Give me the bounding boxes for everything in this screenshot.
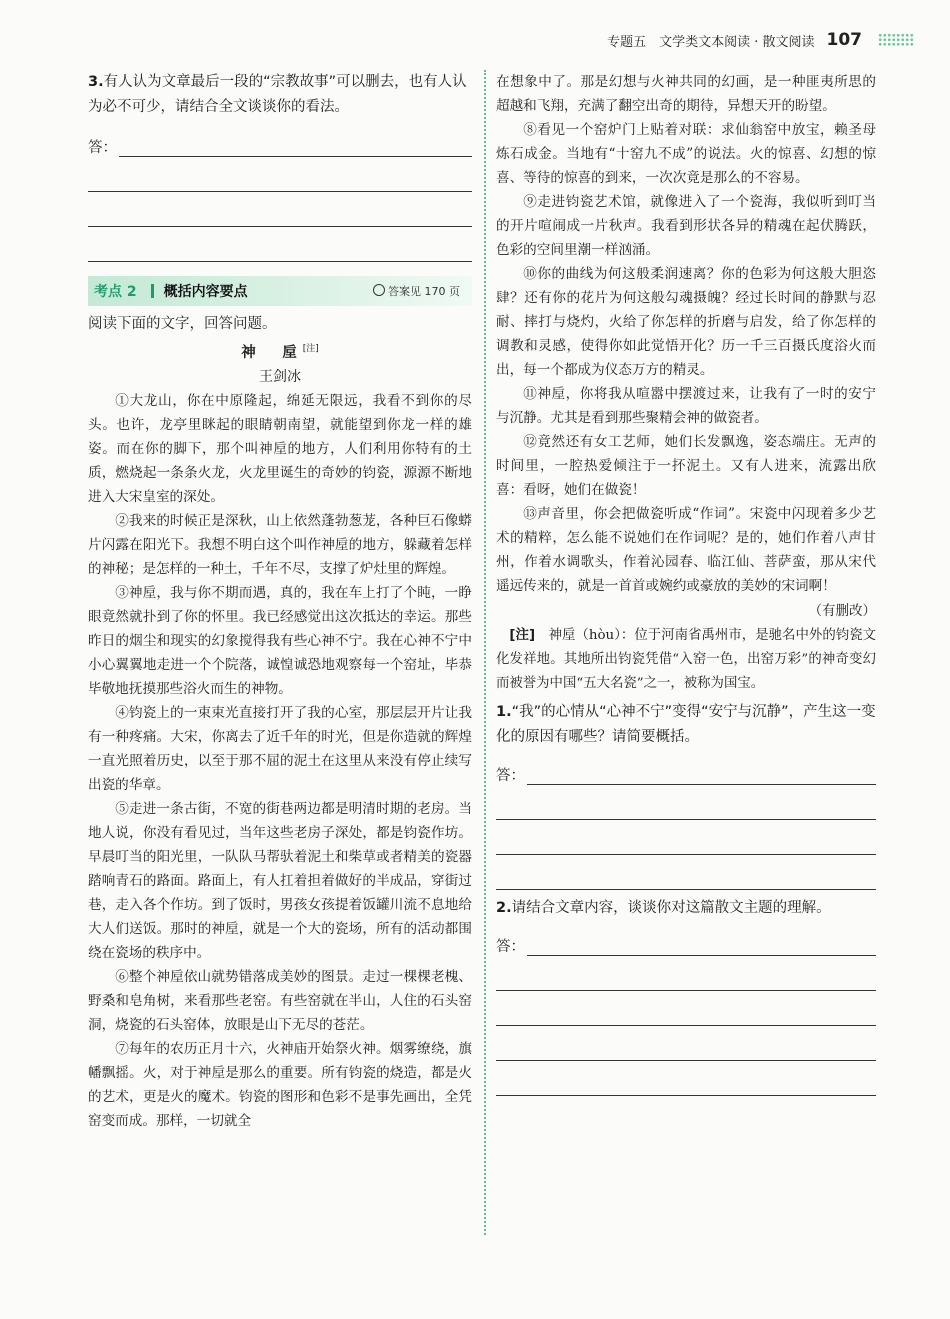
answer-blank[interactable] — [496, 991, 876, 1026]
answer-blank[interactable] — [496, 785, 876, 820]
answer-line[interactable] — [88, 134, 472, 157]
question-1 — [496, 700, 876, 750]
page-header — [607, 30, 914, 50]
answer-label: 答： — [496, 939, 525, 955]
answer-blank[interactable] — [496, 956, 876, 991]
answer-blank[interactable] — [496, 1026, 876, 1061]
question-text: 请结合文章内容，谈谈你对这篇散文主题的理解。 — [511, 900, 831, 916]
paragraph: ⑤走进一条古街，不宽的街巷两边都是明清时期的老房。当地人说，你没有看见过，当年这些老房子深处，都是钧瓷作坊。早晨叮当的阳光里，一队队马帮驮着泥土和柴草或者精美的瓷器踏响青石的路面。路面上，有人扛着担着做好的半成品，穿街过巷，走入各个作坊。到了饭时，男孩女孩提着饭罐川流不息地给大人们送饭。那时的神垕，就是一个大的瓷场，所有的活动都围绕在瓷场的秩序中。 — [88, 800, 472, 961]
paragraph: ②我来的时候正是深秋，山上依然蓬勃葱茏，各种巨石像蟒片闪露在阳光下。我想不明白这个叫作神垕的地方，躲藏着怎样的神秘；是怎样的一种土，千年不尽，支撑了炉灶里的辉煌。 — [88, 512, 472, 577]
topic-tag: 考点 2 — [94, 284, 137, 300]
paragraph: ⑫竟然还有女工艺师，她们长发飘逸，姿态端庄。无声的时间里，一腔热爱倾注于一抔泥土。又有人进来，流露出欣喜：看呀，她们在做瓷！ — [496, 434, 876, 498]
paragraph: ③神垕，我与你不期而遇，真的，我在车上打了个盹，一睁眼竟然就扑到了你的怀里。我已经感觉出这次抵达的幸运。那些昨日的烟尘和现实的幻象搅得我有些心神不宁。我在心神不宁中小心翼翼地走进一个个院落，诚惶诚恐地观察每一个窑址，毕恭毕敬地抚摸那些浴火而生的神物。 — [88, 584, 472, 697]
paragraph: ⑨走进钧瓷艺术馆，就像进入了一个瓷海，我似听到叮当的开片喧闹成一片秋声。我看到形状各异的精魂在起伏腾跃，色彩的空间里潮一样汹涌。 — [496, 194, 876, 258]
question-2 — [496, 896, 876, 921]
article-title-text: 神 垕 — [241, 344, 303, 361]
answer-blank[interactable] — [88, 227, 472, 262]
paragraph: ①大龙山，你在中原隆起，绵延无限远，我看不到你的尽头。也许，龙亭里眯起的眼睛朝南望，就能望到你龙一样的雄姿。而在你的脚下，那个叫神垕的地方，人们利用你特有的土质，燃烧起一条条火龙，火龙里诞生的奇妙的钧瓷，源源不断地进入大宋皇室的深处。 — [88, 392, 472, 505]
answer-blank[interactable] — [527, 933, 876, 956]
answer-label: 答： — [496, 768, 525, 784]
answer-reference — [373, 283, 472, 299]
answer-blank[interactable] — [119, 134, 472, 157]
question-number: 3. — [88, 74, 104, 90]
answer-blank[interactable] — [88, 192, 472, 227]
paragraph: ④钧瓷上的一束束光直接打开了我的心室，那层层开片让我有一种疼痛。大宋，你离去了近千年的时光，但是你造就的辉煌一直光照着历史，以至于那不屈的泥土在这里从来没有停止续写出瓷的华章。 — [88, 704, 472, 793]
paragraph: ⑧看见一个窑炉门上贴着对联：求仙翁窑中放宝，赖圣母炼石成金。当地有“十窑九不成”的说法。火的惊喜、幻想的惊喜、等待的惊喜的到来，一次次竟是那么的不容易。 — [496, 122, 876, 186]
footnote — [496, 624, 876, 696]
topic-banner — [88, 276, 472, 306]
question-3 — [88, 70, 472, 120]
decorative-dots — [878, 33, 914, 47]
section-title: 专题五 文学类文本阅读 · 散文阅读 — [607, 34, 815, 50]
paragraph: 在想象中了。那是幻想与火神共同的幻画，是一种匪夷所思的超越和飞翔，充满了翻空出奇的期待，异想天开的盼望。 — [496, 74, 876, 114]
answer-label: 答： — [88, 140, 117, 156]
paragraph: ⑬声音里，你会把做瓷听成“作词”。宋瓷中闪现着多少艺术的精粹，怎么能不说她们在作词呢？是的，她们作着八声甘州，作着水调歌头，作着沁园春、临江仙、菩萨蛮，那从宋代遥远传来的，就是一首首或婉约或豪放的美妙的宋词啊！ — [496, 506, 876, 594]
paragraph: ⑥整个神垕依山就势错落成美妙的图景。走过一棵棵老槐、野桑和皂角树，来看那些老窑。有些窑就在半山，人住的石头窑洞，烧瓷的石头窑体，放眼是山下无尽的苍茫。 — [88, 968, 472, 1033]
answer-line[interactable] — [496, 762, 876, 785]
footnote-label: [注] — [509, 628, 536, 643]
answer-blank[interactable] — [496, 1061, 876, 1096]
page-number: 107 — [826, 30, 862, 50]
right-column — [496, 70, 876, 1096]
answer-reference-text: 答案见 170 页 — [388, 285, 460, 298]
question-number: 2. — [496, 900, 512, 916]
question-text: 有人认为文章最后一段的“宗教故事”可以删去，也有人认为必不可少，请结合全文谈谈你的看法。 — [88, 74, 467, 115]
footnote-text: 神垕（hòu）：位于河南省禹州市，是驰名中外的钧瓷文化发祥地。其地所出钧瓷凭借“入窑一色，出窑万彩”的神奇变幻而被誉为中国“五大名瓷”之一，被称为国宝。 — [496, 628, 877, 691]
answer-line[interactable] — [496, 933, 876, 956]
topic-title: 概括内容要点 — [163, 284, 248, 300]
answer-blank[interactable] — [527, 762, 876, 785]
question-number: 1. — [496, 704, 512, 720]
source-credit: （有删改） — [808, 603, 876, 619]
answer-blank[interactable] — [496, 855, 876, 890]
paragraph: ⑦每年的农历正月十六，火神庙开始祭火神。烟雾缭绕，旗幡飘摇。火，对于神垕是那么的重要。所有钧瓷的烧造，都是火的艺术，更是火的魔术。钧瓷的图形和色彩不是事先画出，全凭窑变而成。那样，一切就全 — [88, 1040, 472, 1129]
question-text: “我”的心情从“心神不宁”变得“安宁与沉静”，产生这一变化的原因有哪些？请简要概括。 — [496, 704, 876, 745]
paragraph: ⑩你的曲线为何这般柔润速离？你的色彩为何这般大胆恣肆？还有你的花片为何这般勾魂摄魄？经过长时间的静默与忍耐、摔打与烧灼，火给了你怎样的折磨与启发，给了你怎样的调教和灵感，使得你如此觉悟开化？历一千三百摄氏度浴火而出，每一个都成为仪态万方的精灵。 — [496, 266, 876, 378]
answer-blank[interactable] — [88, 157, 472, 192]
article-author: 王剑冰 — [259, 368, 301, 385]
paragraph: ⑪神垕，你将我从喧嚣中摆渡过来，让我有了一时的安宁与沉静。尤其是看到那些聚精会神的做瓷者。 — [496, 386, 876, 426]
clock-icon — [373, 284, 385, 296]
reading-instruction: 阅读下面的文字，回答问题。 — [88, 316, 277, 332]
title-note-mark: [注] — [302, 344, 319, 354]
article-title — [88, 337, 472, 365]
column-divider — [484, 70, 486, 1235]
answer-blank[interactable] — [496, 820, 876, 855]
left-column — [88, 70, 472, 1133]
divider-bar — [151, 284, 154, 298]
